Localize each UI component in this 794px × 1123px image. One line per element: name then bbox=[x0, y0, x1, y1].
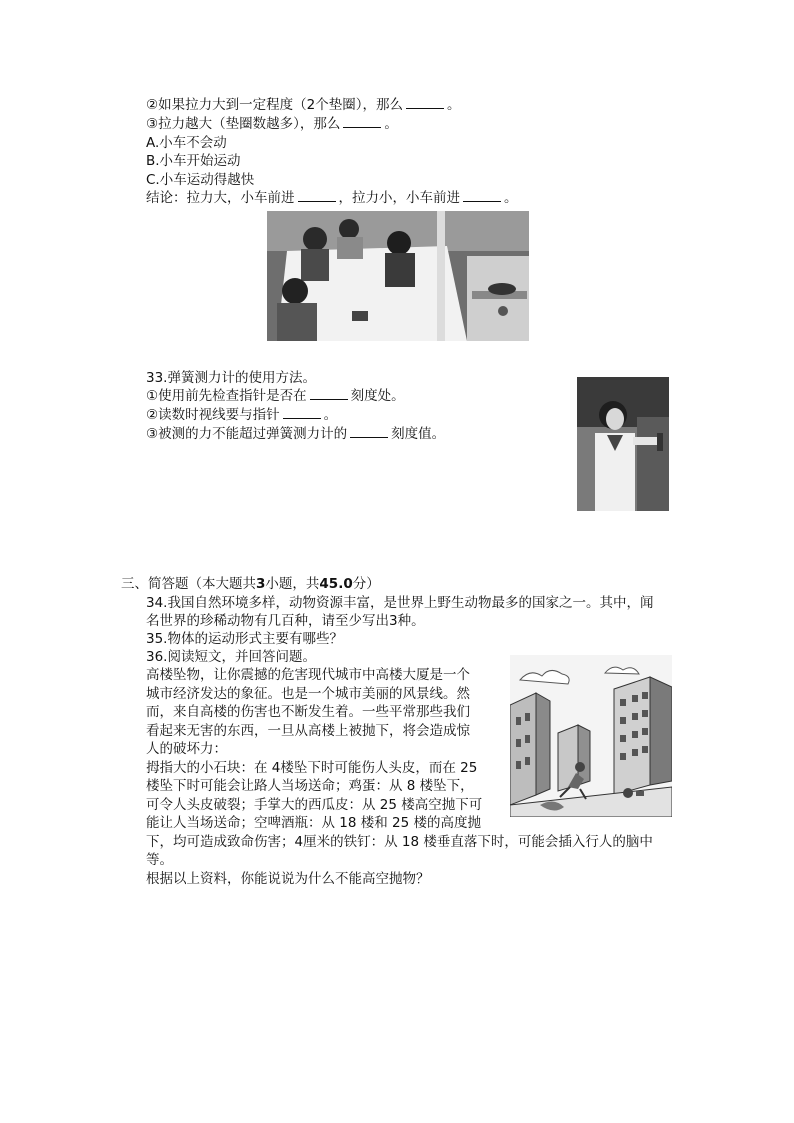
city-buildings-drawing bbox=[510, 655, 672, 817]
q34-line-1: 34.我国自然环境多样，动物资源丰富，是世界上野生动物最多的国家之一。其中，闻 bbox=[146, 595, 654, 611]
answer-blank[interactable] bbox=[283, 406, 321, 419]
q33-title: 33.弹簧测力计的使用方法。 bbox=[146, 370, 316, 386]
answer-blank[interactable] bbox=[406, 96, 444, 109]
high-rise-falling-object-illustration bbox=[510, 655, 672, 817]
q32-item-2: ②如果拉力大到一定程度（2个垫圈），那么 。 bbox=[146, 97, 461, 113]
q33-item-1: ①使用前先检查指针是否在 刻度处。 bbox=[146, 388, 405, 404]
q36-title: 36.阅读短文，并回答问题。 bbox=[146, 649, 316, 665]
q32-option-b: B.小车开始运动 bbox=[146, 153, 241, 169]
answer-blank[interactable] bbox=[343, 115, 381, 128]
q33-item-2: ②读数时视线要与指针 。 bbox=[146, 407, 338, 423]
section-3-heading: 三、简答题（本大题共3小题，共45.0分） bbox=[121, 576, 380, 592]
passage-line: 高楼坠物，让你震撼的危害现代城市中高楼大厦是一个 bbox=[146, 667, 470, 683]
passage-line: 下，均可造成致命伤害；4厘米的铁钉：从 18 楼垂直落下时，可能会插入行人的脑中 bbox=[146, 834, 653, 850]
answer-blank[interactable] bbox=[310, 387, 348, 400]
passage-line: 人的破坏力： bbox=[146, 741, 227, 757]
q32-option-c: C.小车运动得越快 bbox=[146, 172, 255, 188]
q34-line-2: 名世界的珍稀动物有几百种，请至少写出3种。 bbox=[146, 613, 425, 629]
children-toy-car-photo bbox=[267, 211, 529, 341]
answer-blank[interactable] bbox=[298, 189, 336, 202]
q32-option-a: A.小车不会动 bbox=[146, 135, 227, 151]
q32-conclusion: 结论：拉力大，小车前进 ，拉力小，小车前进 。 bbox=[146, 190, 518, 206]
passage-line: 拇指大的小石块：在 4楼坠下时可能伤人头皮，而在 25 bbox=[146, 760, 478, 776]
q35: 35.物体的运动形式主要有哪些？ bbox=[146, 631, 343, 647]
passage-line: 可令人头皮破裂；手掌大的西瓜皮：从 25 楼高空抛下可 bbox=[146, 797, 483, 813]
passage-line: 等。 bbox=[146, 852, 173, 868]
passage-line: 城市经济发达的象征。也是一个城市美丽的风景线。然 bbox=[146, 686, 470, 702]
passage-line: 看起来无害的东西，一旦从高楼上被抛下，将会造成惊 bbox=[146, 723, 470, 739]
q33-item-3: ③被测的力不能超过弹簧测力计的 刻度值。 bbox=[146, 426, 446, 442]
q36-question: 根据以上资料，你能说说为什么不能高空抛物？ bbox=[146, 871, 430, 887]
passage-line: 而，来自高楼的伤害也不断发生着。一些平常那些我们 bbox=[146, 704, 470, 720]
answer-blank[interactable] bbox=[350, 425, 388, 438]
passage-line: 楼坠下时可能会让路人当场送命；鸡蛋：从 8 楼坠下， bbox=[146, 778, 474, 794]
passage-line: 能让人当场送命；空啤酒瓶：从 18 楼和 25 楼的高度抛 bbox=[146, 815, 482, 831]
q32-item-3: ③拉力越大（垫圈数越多），那么 。 bbox=[146, 116, 398, 132]
girl-spring-scale-illustration bbox=[577, 377, 669, 511]
children-toy-car-illustration bbox=[267, 211, 529, 341]
girl-spring-scale-photo bbox=[577, 377, 669, 511]
answer-blank[interactable] bbox=[463, 189, 501, 202]
